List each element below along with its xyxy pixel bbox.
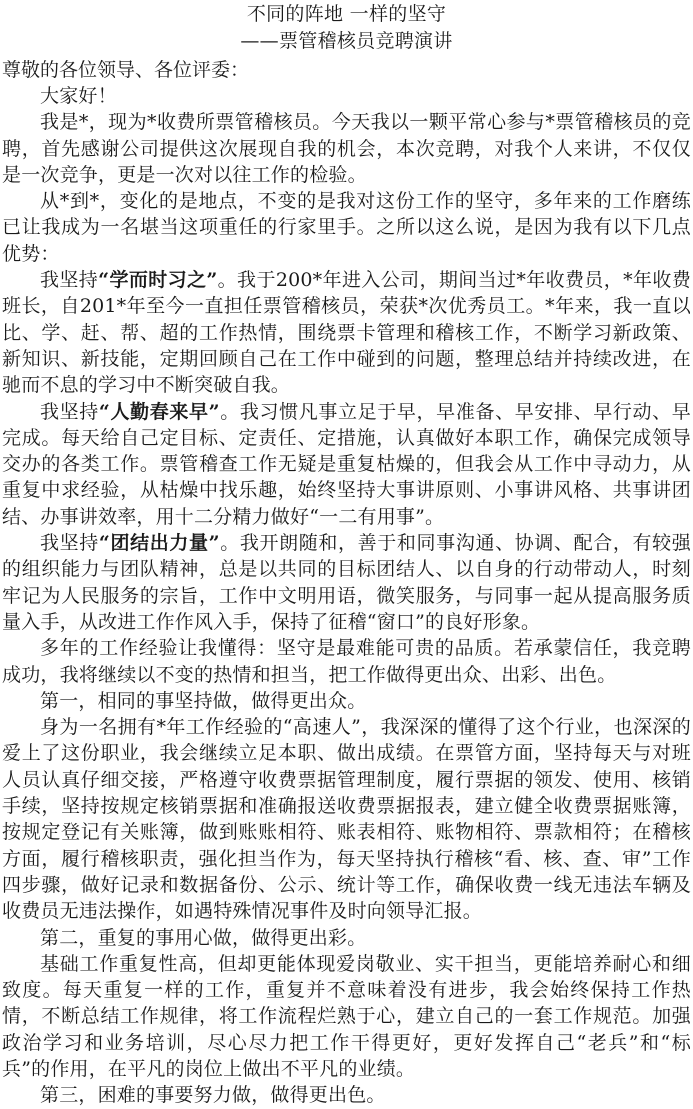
greeting: 大家好！ [40, 85, 117, 107]
point-lead: “团结出力量” [98, 532, 220, 555]
point-body: 。我于200*年进入公司，期间当过*年收费员，*年收费班长，自201*年至今一直担任票管稽核员，荣获*次优秀员工。*年来，我一直以比、学、赶、帮、超的工作热情，围绕票卡管理和稽核工作，不断学习新政策、新知识、新技能，定期回顾自己在工作中碰到的问题，整理总结并持续改进，在驰而不息的学习中不断突破自我。 [2, 269, 691, 397]
point-lead: “人勤春来早” [98, 400, 220, 423]
second-body: 基础工作重复性高，但却更能体现爱岗敬业、实干担当，更能培养耐心和细致度。每天重复一样的工作，重复并不意味着没有进步，我会始终保持工作热情，不断总结工作规律，将工作流程烂熟于心，建立自己的一套工作规范。加强政治学习和业务培训，尽心尽力把工作干得更好，更好发挥自己“老兵”和“标兵”的作用，在平凡的岗位上做出不平凡的业绩。 [2, 952, 691, 1080]
third-heading: 第三，困难的事要努力做，做得更出色。 [40, 1084, 386, 1107]
point-paragraph [2, 530, 691, 635]
document-subtitle: ——票管稽核员竞聘演讲 [240, 30, 453, 52]
transition-paragraph: 从*到*，变化的是地点，不变的是我对这份工作的坚守，多年来的工作磨练已让我成为一名堪当这项重任的行家里手。之所以这么说，是因为我有以下几点优势： [2, 190, 691, 265]
intro-paragraph: 我是*，现为*收费所票管稽核员。今天我以一颗平常心参与*票管稽核员的竞聘，首先感谢公司提供这次展现自我的机会，本次竞聘，对我个人来讲，不仅仅是一次竞争，更是一次对以往工作的检验。 [2, 111, 691, 186]
speech-document [2, 0, 691, 1109]
point-body: 。我习惯凡事立足于早，早准备、早安排、早行动、早完成。每天给自己定目标、定责任、定措施，认真做好本职工作，确保完成领导交办的各类工作。票管稽查工作无疑是重复枯燥的，但我会从工作中寻动力，从重复中求经验，从枯燥中找乐趣，始终坚持大事讲原则、小事讲风格、共事讲团结、办事讲效率，用十二分精力做好“一二有用事”。 [2, 400, 691, 528]
point-paragraph [2, 267, 691, 398]
point-prefix: 我坚持 [40, 532, 99, 555]
point-paragraph [2, 399, 691, 530]
first-body: 身为一名拥有*年工作经验的“高速人”，我深深的懂得了这个行业，也深深的爱上了这份职业，我会继续立足本职、做出成绩。在票管方面，坚持每天与对班人员认真仔细交接，严格遵守收费票据管理制度，履行票据的领发、使用、核销手续，坚持按规定核销票据和准确报送收费票据报表，建立健全收费票据账簿，按规定登记有关账簿，做到账账相符、账表相符、账物相符、票款相符；在稽核方面，履行稽核职责，强化担当作为，每天坚持执行稽核“看、核、查、审”工作四步骤，做好记录和数据备份、公示、统计等工作，确保收费一线无违法车辆及收费员无违法操作，如遇特殊情况事件及时向领导汇报。 [2, 716, 691, 923]
point-prefix: 我坚持 [40, 269, 99, 292]
first-heading: 第一，相同的事坚持做，做得更出众。 [40, 689, 367, 712]
second-heading: 第二，重复的事用心做，做得更出彩。 [40, 926, 367, 949]
salutation: 尊敬的各位领导、各位评委： [2, 59, 250, 81]
point-body: 。我开朗随和，善于和同事沟通、协调、配合，有较强的组织能力与团队精神，总是以共同的目标团结人、以自身的行动带动人，时刻牢记为人民服务的宗旨，工作中文明用语，微笑服务，与同事一起从提高服务质量入手，从改进工作作风入手，保持了征稽“窗口”的良好形象。 [2, 532, 691, 633]
experience-paragraph: 多年的工作经验让我懂得：坚守是最难能可贵的品质。若承蒙信任，我竞聘成功，我将继续以不变的热情和担当，把工作做得更出众、出彩、出色。 [2, 637, 691, 686]
point-prefix: 我坚持 [40, 400, 99, 423]
point-lead: “学而时习之” [98, 269, 218, 292]
document-title: 不同的阵地 一样的坚守 [246, 3, 447, 25]
